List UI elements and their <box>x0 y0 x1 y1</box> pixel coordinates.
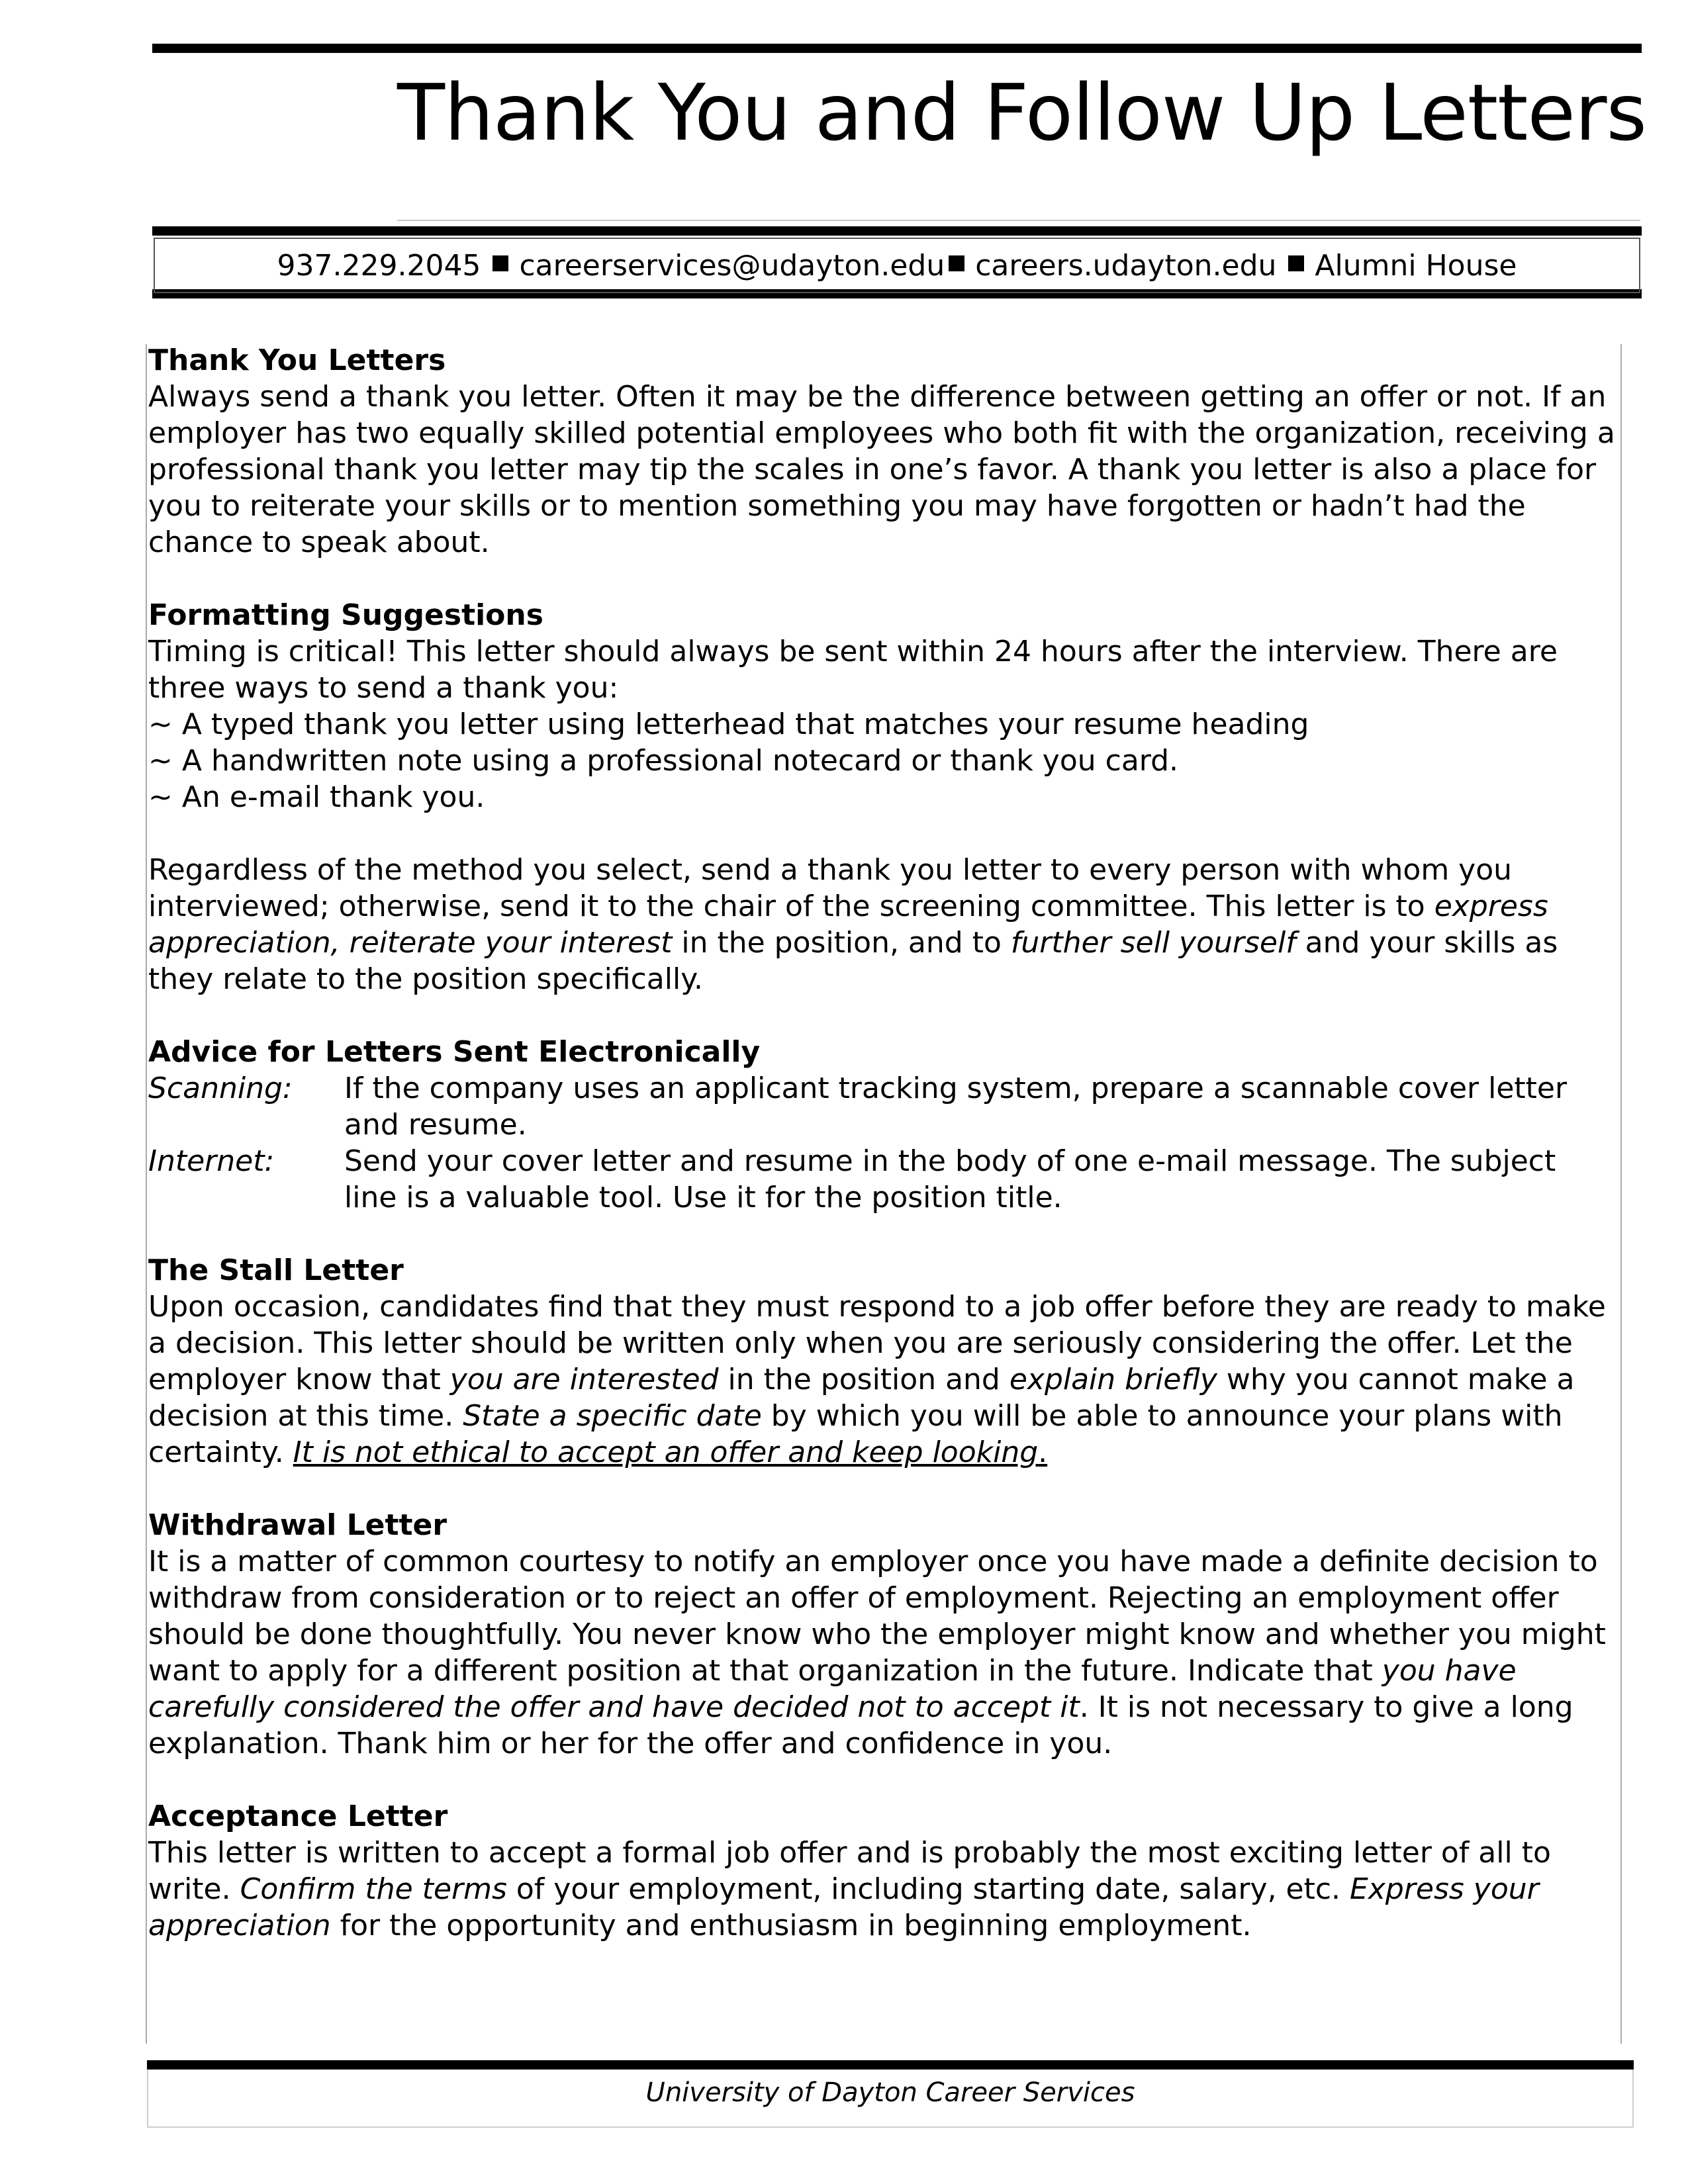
page-title: Thank You and Follow Up Letters <box>397 67 1647 158</box>
advice-term: Internet: <box>148 1144 275 1178</box>
contact-website[interactable]: careers.udayton.edu <box>975 248 1277 283</box>
emphasis-text: State a specific date <box>463 1399 762 1433</box>
emphasis-text: further sell yourself <box>1010 926 1296 960</box>
text-run: why you cannot make a decision at this time. <box>148 1363 1575 1433</box>
text-run: This letter is written to accept a formal job offer and is probably the most exciting letter of all to write. <box>148 1836 1551 1906</box>
contact-email[interactable]: careerservices@udayton.edu <box>519 248 945 283</box>
section-heading: Advice for Letters Sent Electronically <box>148 1035 761 1069</box>
text-run: It is a matter of common courtesy to notify an employer once you have made a definite decision to withdraw from consideration or to reject an offer of employment. Rejecting an employment offer should be done thoughtfully. You never know who the employer might know and whether you might want to apply for a different position at that organization in the future. Indicate that <box>148 1545 1606 1688</box>
title-underline <box>397 220 1640 221</box>
text-run: . It is not necessary to give a long explanation. Thank him or her for the offer and confidence in you. <box>148 1690 1573 1760</box>
text-run: . <box>1038 1435 1048 1469</box>
section-heading: The Stall Letter <box>148 1253 404 1287</box>
emphasis-text: you are interested <box>449 1363 719 1396</box>
section-intro: Timing is critical! This letter should always be sent within 24 hours after the interview. There are three ways to send a thank you: <box>148 635 1558 705</box>
bullet-square-icon <box>492 255 508 271</box>
section-formatting-method <box>148 852 1631 997</box>
text-run: by which you will be able to announce your plans with certainty. <box>148 1399 1563 1469</box>
section-body <box>148 1835 1631 1944</box>
section-formatting <box>148 597 1631 815</box>
section-body: Always send a thank you letter. Often it may be the difference between getting an offer or not. If an employer has two equally skilled potential employees who both fit with the organization, receiving a professional thank you letter may tip the scales in one’s favor. A thank you letter is also a place for you to reiterate your skills or to mention something you may have forgotten or hadn’t had the chance to speak about. <box>148 380 1615 559</box>
section-acceptance <box>148 1798 1631 1944</box>
advice-text: Send your cover letter and resume in the body of one e-mail message. The subject line is a valuable tool. Use it for the position title. <box>344 1144 1556 1214</box>
section-heading: Withdrawal Letter <box>148 1508 447 1542</box>
text-run: of your employment, including starting date, salary, etc. <box>506 1872 1350 1906</box>
text-run: for the opportunity and enthusiasm in beginning employment. <box>330 1909 1252 1942</box>
section-advice <box>148 1034 1631 1216</box>
list-item: ~ An e-mail thank you. <box>148 780 485 814</box>
top-rule <box>152 44 1642 53</box>
footer-rule <box>147 2060 1634 2070</box>
bullet-square-icon <box>1288 255 1304 271</box>
text-run: and your skills as they relate to the position specifically. <box>148 926 1558 996</box>
text-run: Upon occasion, candidates find that they must respond to a job offer before they are ready to make a decision. This letter should be written only when you are seriously considering the offer. Let the employer know that <box>148 1290 1606 1396</box>
underlined-emphasis-text: It is not ethical to accept an offer and keep looking <box>293 1435 1039 1469</box>
section-heading: Thank You Letters <box>148 343 446 377</box>
section-heading: Formatting Suggestions <box>148 598 543 632</box>
emphasis-text: express appreciation, reiterate your interest <box>148 889 1548 960</box>
text-run: in the position, and to <box>672 926 1011 960</box>
list-item: ~ A typed thank you letter using letterhead that matches your resume heading <box>148 707 1309 741</box>
advice-term: Scanning: <box>148 1071 293 1105</box>
text-run: in the position and <box>718 1363 1009 1396</box>
main-content <box>148 342 1631 1980</box>
list-item: ~ A handwritten note using a professional notecard or thank you card. <box>148 744 1179 778</box>
contact-bar <box>154 238 1640 293</box>
emphasis-text: explain briefly <box>1009 1363 1217 1396</box>
advice-row <box>148 1070 1631 1143</box>
footer-text: University of Dayton Career Services <box>645 2077 1135 2108</box>
text-run: Regardless of the method you select, send a thank you letter to every person with whom you interviewed; otherwise, send it to the chair of the screening committee. This letter is to <box>148 853 1513 923</box>
emphasis-text: Confirm the terms <box>240 1872 507 1906</box>
section-body <box>148 852 1631 997</box>
advice-text: If the company uses an applicant tracking system, prepare a scannable cover letter and resume. <box>344 1071 1568 1142</box>
section-body <box>148 1289 1631 1471</box>
bullet-square-icon <box>949 255 964 271</box>
header-rule-upper <box>152 226 1642 236</box>
section-stall <box>148 1252 1631 1471</box>
emphasis-text: Express your appreciation <box>148 1872 1539 1942</box>
emphasis-text: you have carefully considered the offer and have decided not to accept it <box>148 1654 1517 1724</box>
contact-phone: 937.229.2045 <box>277 248 481 283</box>
section-heading: Acceptance Letter <box>148 1799 448 1833</box>
section-withdrawal <box>148 1507 1631 1762</box>
section-body <box>148 1543 1631 1762</box>
contact-location: Alumni House <box>1315 248 1517 283</box>
section-thank-you <box>148 342 1631 561</box>
advice-row <box>148 1143 1631 1216</box>
